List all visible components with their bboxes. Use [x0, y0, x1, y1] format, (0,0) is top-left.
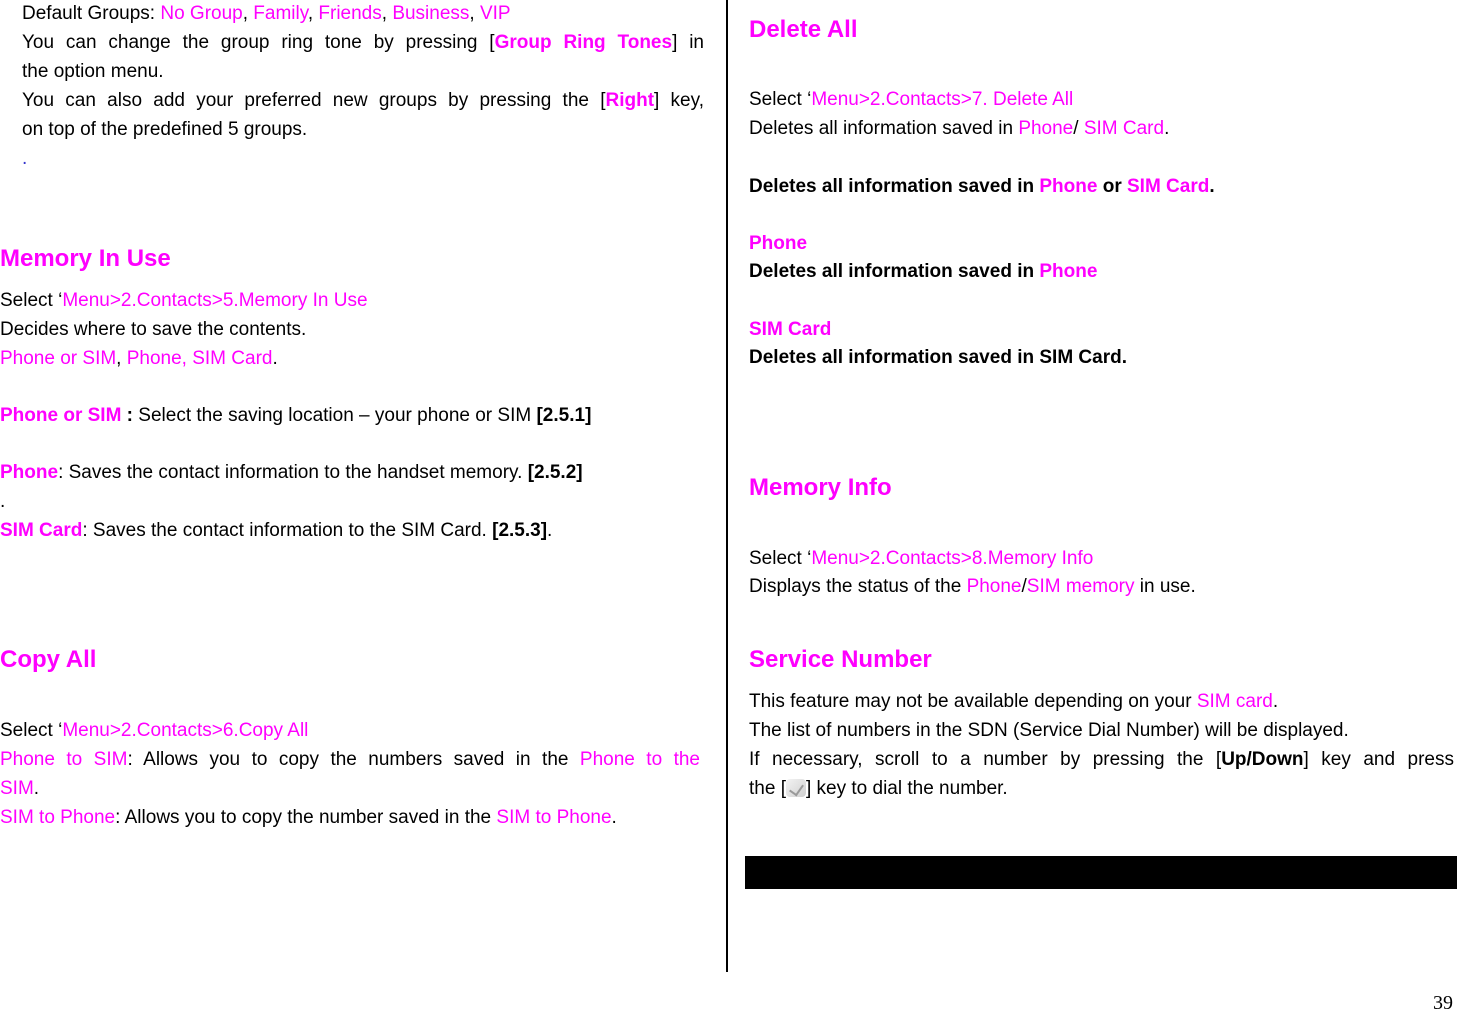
memory-in-use-options: Phone or SIM, Phone, SIM Card. — [0, 348, 278, 369]
copy-sim-to-phone: SIM to Phone: Allows you to copy the number saved in the SIM to Phone. — [0, 807, 617, 828]
delete-sim-title: SIM Card — [749, 319, 832, 340]
copy-phone-to-sim-cont: SIM. — [0, 778, 40, 799]
group-friends: Friends — [318, 3, 382, 24]
delete-sim-desc: Deletes all information saved in SIM Card. — [749, 347, 1127, 368]
copy-phone-to-sim: Phone to SIM: Allows you to copy the numbers saved in the Phone to the — [0, 749, 700, 770]
page-number: 39 — [1433, 992, 1453, 1014]
delete-all-select: Select ‘Menu>2.Contacts>7. Delete All — [749, 89, 1074, 110]
memory-in-use-heading: Memory In Use — [0, 245, 171, 272]
default-groups-line: Default Groups: No Group, Family, Friends, Business, VIP — [22, 3, 511, 24]
group-business: Business — [392, 3, 470, 24]
service-number-line3: If necessary, scroll to a number by pressing the [Up/Down] key and press — [749, 749, 1454, 770]
ring-tone-line: You can change the group ring tone by pressing [Group Ring Tones] in — [22, 32, 704, 53]
service-number-line2: The list of numbers in the SDN (Service Dial Number) will be displayed. — [749, 720, 1349, 741]
option-sim-card: SIM Card: Saves the contact information to the SIM Card. [2.5.3]. — [0, 520, 553, 541]
delete-phone-title: Phone — [749, 233, 808, 254]
bullet-dot: . — [22, 148, 28, 169]
group-vip: VIP — [479, 3, 511, 24]
memory-in-use-desc: Decides where to save the contents. — [0, 319, 307, 340]
delete-all-bold-desc: Deletes all information saved in Phone or SIM Card. — [749, 176, 1215, 197]
memory-info-heading: Memory Info — [749, 474, 892, 501]
copy-all-select: Select ‘Menu>2.Contacts>6.Copy All — [0, 720, 309, 741]
group-no-group: No Group — [160, 3, 243, 24]
option-phone: Phone: Saves the contact information to the handset memory. [2.5.2] — [0, 462, 583, 483]
send-key-icon — [786, 779, 806, 797]
group-family: Family — [253, 3, 308, 24]
copy-all-heading: Copy All — [0, 646, 97, 673]
memory-in-use-select: Select ‘Menu>2.Contacts>5.Memory In Use — [0, 290, 368, 311]
service-number-line4: the [ ] key to dial the number. — [749, 778, 1008, 799]
black-bar — [745, 856, 1457, 889]
service-number-line1: This feature may not be available depending on your SIM card. — [749, 691, 1279, 712]
option-phone-or-sim: Phone or SIM : Select the saving location – your phone or SIM [2.5.1] — [0, 405, 592, 426]
memory-info-desc: Displays the status of the Phone/SIM memory in use. — [749, 576, 1196, 597]
column-divider — [726, 0, 728, 972]
delete-all-heading: Delete All — [749, 16, 858, 43]
delete-all-desc: Deletes all information saved in Phone/ SIM Card. — [749, 118, 1170, 139]
option-phone-dot: . — [0, 491, 6, 512]
delete-phone-desc: Deletes all information saved in Phone — [749, 261, 1098, 282]
memory-info-select: Select ‘Menu>2.Contacts>8.Memory Info — [749, 548, 1094, 569]
add-group-line: You can also add your preferred new groups by pressing the [Right] key, — [22, 90, 704, 111]
add-group-cont: on top of the predefined 5 groups. — [22, 119, 308, 140]
ring-tone-cont: the option menu. — [22, 61, 164, 82]
service-number-heading: Service Number — [749, 646, 932, 673]
